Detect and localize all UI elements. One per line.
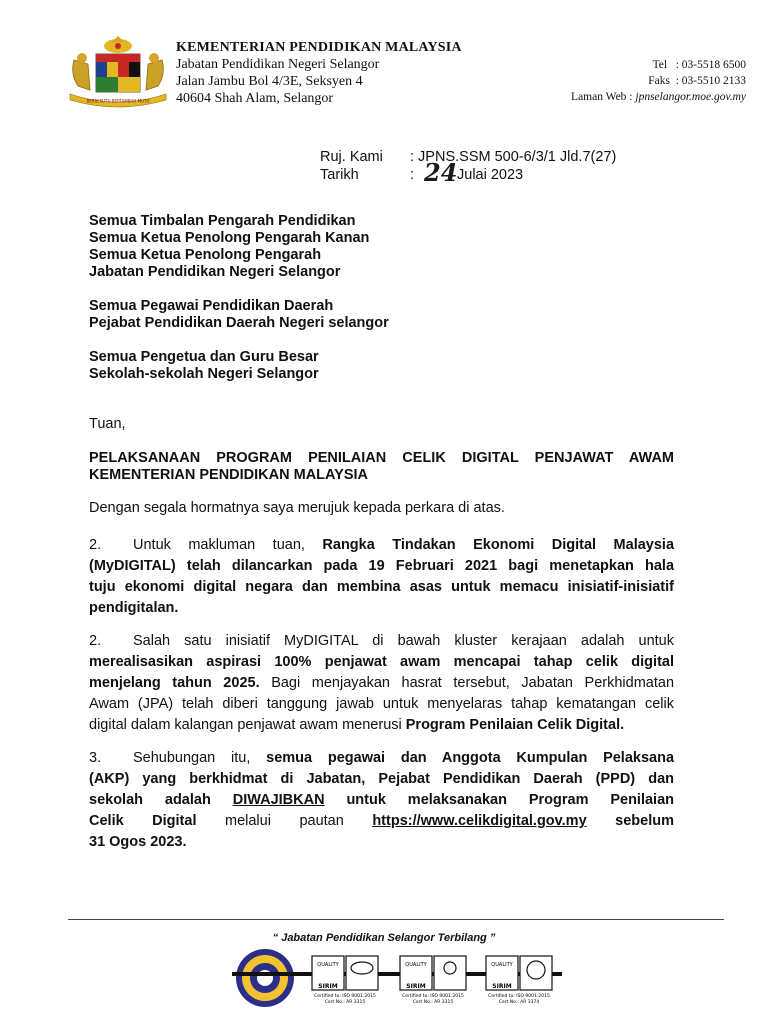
- malaysia-coat-of-arms-icon: [66, 36, 170, 108]
- intro-paragraph: Dengan segala hormatnya saya merujuk kepada perkara di atas.: [89, 500, 505, 516]
- paragraph-line: sekolah adalah DIWAJIBKAN untuk melaksanakan Program Penilaian: [89, 792, 675, 808]
- paragraph-number: 2.: [89, 537, 102, 553]
- svg-text:Certified to: ISO 9001:2015: Certified to: ISO 9001:2015: [314, 994, 376, 999]
- telephone: [653, 59, 746, 71]
- svg-text:Certified to: ISO 9001:2015: Certified to: ISO 9001:2015: [402, 994, 464, 999]
- paragraph-number: 2.: [89, 633, 102, 649]
- fax-value: : 03-5510 2133: [675, 75, 746, 87]
- paragraph-line: Awam (JPA) telah diberi tanggung jawab untuk menyelaras tahap kematangan celik: [89, 696, 674, 712]
- svg-text:QUALITY: QUALITY: [405, 962, 427, 968]
- paragraph-number: 3.: [89, 750, 102, 766]
- paragraph-line: Celik Digital melalui pautan https://www.celikdigital.gov.my sebelum: [89, 813, 674, 829]
- address-line-3: 40604 Shah Alam, Selangor: [176, 91, 334, 106]
- svg-text:SIRIM: SIRIM: [406, 983, 426, 990]
- ministry-name: KEMENTERIAN PENDIDIKAN MALAYSIA: [176, 40, 462, 55]
- subject-line-1: PELAKSANAAN PROGRAM PENILAIAN CELIK DIGITAL PENJAWAT AWAM: [89, 450, 674, 466]
- svg-text:Cert No.: AR 3374: Cert No.: AR 3374: [498, 1000, 540, 1005]
- date-colon: :: [410, 167, 415, 183]
- paragraph-line: (MyDIGITAL) telah dilancarkan pada 19 Februari 2021 bagi menetapkan hala: [89, 558, 675, 574]
- reference-number: : JPNS.SSM 500-6/3/1 Jld.7(27): [410, 149, 617, 165]
- selangor-education-emblem-icon: [236, 949, 294, 1007]
- subject-line-2: KEMENTERIAN PENDIDIKAN MALAYSIA: [89, 467, 369, 483]
- svg-text:BERSEKUTU BERTAMBAH MUTU: BERSEKUTU BERTAMBAH MUTU: [86, 98, 150, 104]
- svg-text:Cert No.: AR 3315: Cert No.: AR 3315: [324, 1000, 366, 1005]
- paragraph-line: digital dalam kalangan penjawat awam menerusi Program Penilaian Celik Digital.: [89, 717, 625, 733]
- fax-label: Faks: [648, 75, 670, 87]
- paragraph-line: tuju ekonomi digital negara dan membina asas untuk memacu inisiatif-inisiatif: [89, 579, 674, 595]
- paragraph-3: [89, 748, 674, 853]
- paragraph-line: 2. Untuk makluman tuan, Rangka Tindakan Ekonomi Digital Malaysia: [89, 535, 674, 556]
- address-line-1: Jabatan Pendidikan Negeri Selangor: [176, 57, 380, 72]
- paragraph-line: pendigitalan.: [89, 600, 179, 616]
- certification-logos: [232, 944, 562, 1024]
- footer-slogan: “ Jabatan Pendidikan Selangor Terbilang ”: [272, 932, 496, 944]
- svg-text:Certified to: ISO 9001:2015: Certified to: ISO 9001:2015: [488, 994, 550, 999]
- website-url[interactable]: jpnselangor.moe.gov.my: [635, 91, 746, 103]
- website-label: Laman Web :: [571, 91, 633, 103]
- recipient-line: Jabatan Pendidikan Negeri Selangor: [89, 264, 341, 280]
- telephone-value: : 03-5518 6500: [675, 59, 746, 71]
- reference-label: Ruj. Kami: [320, 149, 383, 165]
- date-month-year: Julai 2023: [457, 167, 524, 183]
- svg-text:SIRIM: SIRIM: [318, 983, 338, 990]
- footer-divider: [68, 919, 724, 920]
- salutation: Tuan,: [89, 416, 126, 432]
- telephone-label: Tel: [652, 59, 668, 71]
- recipient-line: Pejabat Pendidikan Daerah Negeri selangor: [89, 315, 389, 331]
- paragraph-line: 3. Sehubungan itu, semua pegawai dan Anggota Kumpulan Pelaksana: [89, 748, 674, 769]
- recipient-line: Semua Timbalan Pengarah Pendidikan: [89, 213, 356, 229]
- paragraph-2: [89, 631, 674, 736]
- fax: [648, 75, 746, 87]
- date-label: Tarikh: [320, 167, 359, 183]
- recipient-line: Semua Ketua Penolong Pengarah: [89, 247, 322, 263]
- svg-text:QUALITY: QUALITY: [491, 962, 513, 968]
- date-day-handwritten: 24: [424, 158, 458, 187]
- mandatory-emphasis: DIWAJIBKAN: [232, 792, 325, 808]
- sirim-certification-badge-2: [400, 956, 466, 1005]
- address-line-2: Jalan Jambu Bol 4/3E, Seksyen 4: [176, 74, 363, 89]
- recipient-line: Semua Pengetua dan Guru Besar: [89, 349, 319, 365]
- sirim-certification-badge-1: [312, 956, 378, 1005]
- paragraph-1: [89, 535, 674, 619]
- svg-text:SIRIM: SIRIM: [492, 983, 512, 990]
- recipient-line: Semua Pegawai Pendidikan Daerah: [89, 298, 334, 314]
- paragraph-line: 31 Ogos 2023.: [89, 834, 187, 850]
- website: [571, 91, 746, 103]
- paragraph-line: menjelang tahun 2025. Bagi menjayakan hasrat tersebut, Jabatan Perkhidmatan: [89, 675, 675, 691]
- paragraph-line: (AKP) yang berkhidmat di Jabatan, Pejabat Pendidikan Daerah (PPD) dan: [89, 771, 674, 787]
- svg-text:Cert No.: AR 3315: Cert No.: AR 3315: [412, 1000, 454, 1005]
- paragraph-line: merealisasikan aspirasi 100% penjawat awam mencapai tahap celik digital: [89, 654, 674, 670]
- sirim-certification-badge-3: [486, 956, 552, 1005]
- recipient-line: Semua Ketua Penolong Pengarah Kanan: [89, 230, 370, 246]
- paragraph-line: 2. Salah satu inisiatif MyDIGITAL di bawah kluster kerajaan adalah untuk: [89, 631, 674, 652]
- recipient-line: Sekolah-sekolah Negeri Selangor: [89, 366, 319, 382]
- svg-text:QUALITY: QUALITY: [317, 962, 339, 968]
- celikdigital-link[interactable]: https://www.celikdigital.gov.my: [372, 813, 587, 829]
